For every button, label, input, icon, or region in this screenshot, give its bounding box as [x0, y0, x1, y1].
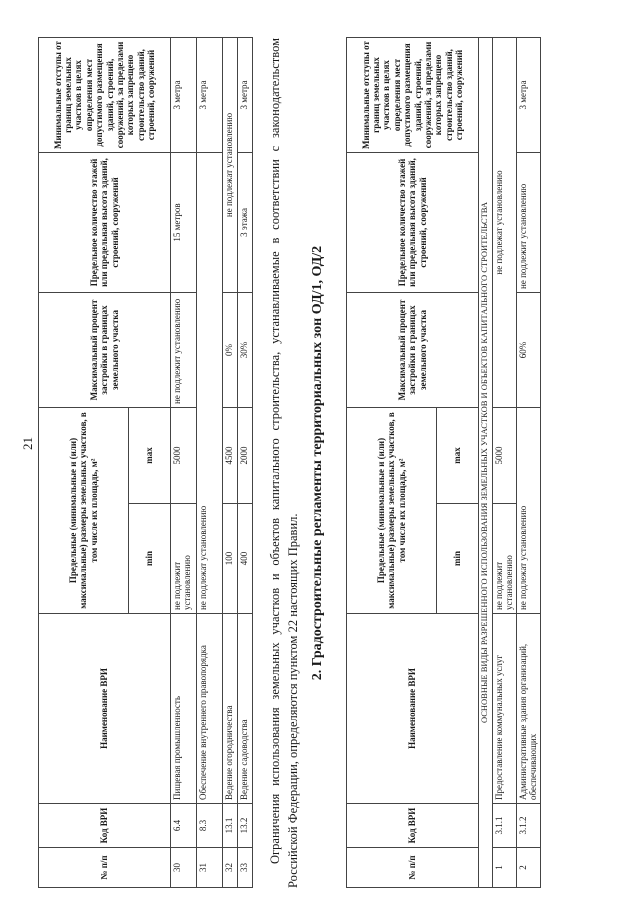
table-row: [197, 37, 223, 887]
cell-merged: не подлежат установлению: [493, 37, 517, 407]
cell-code: 13.1: [223, 804, 238, 848]
cell-floors: не подлежит установлению: [516, 152, 540, 292]
header-code: Код ВРИ: [347, 804, 479, 848]
header-setback: Минимальные отступы от границ земельных участков в целях определения мест допустимого размещения зданий, строений, сооружений, за пределами которых запрещено строительство зданий, строений, сооружений: [347, 37, 479, 152]
header-setback: Минимальные отступы от границ земельных участков в целях определения мест допустимого размещения зданий, строений, сооружений, за пределами которых запрещено строительство зданий, строений, сооружений: [39, 37, 171, 152]
header-name: Наименование ВРИ: [347, 614, 479, 804]
cell-max: 5000: [493, 407, 517, 503]
cell-min: не подлежит установлению: [171, 504, 197, 614]
cell-name: Пищевая промышленность: [171, 614, 197, 804]
cell-floors: 3 этажа: [238, 152, 253, 292]
cell-num: 33: [238, 848, 253, 888]
table-row: [238, 37, 253, 887]
cell-merged: не подлежат установлению: [197, 152, 223, 613]
cell-num: 31: [197, 848, 223, 888]
cell-setback: 3 метра: [197, 37, 223, 152]
cell-floors: 15 метров: [171, 152, 197, 292]
cell-name: Обеспечение внутреннего правопорядка: [197, 614, 223, 804]
cell-merged: не подлежат установлению: [516, 407, 540, 613]
cell-num: 1: [493, 848, 517, 888]
header-floors: Предельное количество этажей или предельная высота зданий, строений, сооружений: [39, 152, 171, 292]
header-percent: Максимальный процент застройки в границах земельного участка: [347, 292, 479, 407]
table-row: [223, 37, 238, 887]
cell-percent: 0%: [223, 292, 238, 407]
cell-name: Административные здания организаций, обеспечивающих: [516, 614, 540, 804]
header-max: max: [129, 407, 171, 503]
header-max: max: [437, 407, 479, 503]
header-size: Предельные (минимальные и (или) максимальные) размеры земельных участков, в том числе их площадь, м²: [39, 407, 129, 613]
cell-code: 6.4: [171, 804, 197, 848]
header-code: Код ВРИ: [39, 804, 171, 848]
header-num: № п/п: [347, 848, 479, 888]
cell-max: 5000: [171, 407, 197, 503]
restrictions-paragraph: Ограничения использования земельных участков и объектов капитального строительства, устанавливаемые в соответствии с законодательством Российской Федерации, определяются пунктом 22 настоящих Правил.: [268, 38, 300, 888]
cell-min: 100: [223, 504, 238, 614]
cell-setback: 3 метра: [516, 37, 540, 152]
page-number: 21: [20, 437, 35, 450]
header-floors: Предельное количество этажей или предельная высота зданий, строений, сооружений: [347, 152, 479, 292]
cell-merged: не подлежат установлению: [223, 37, 238, 292]
table-zones: [346, 37, 541, 888]
cell-num: 32: [223, 848, 238, 888]
cell-name: Предоставление коммунальных услуг: [493, 614, 517, 804]
cell-code: 3.1.2: [516, 804, 540, 848]
table-row: [516, 37, 540, 887]
header-percent: Максимальный процент застройки в границах земельного участка: [39, 292, 171, 407]
cell-percent: не подлежит установлению: [171, 292, 197, 407]
cell-setback: 3 метра: [238, 37, 253, 152]
table-row: [493, 37, 517, 887]
cell-code: 13.2: [238, 804, 253, 848]
header-min: min: [129, 504, 171, 614]
table-continued: [38, 37, 253, 888]
cell-min: не подлежит установлению: [493, 504, 517, 614]
section-heading: 2. Градостроительные регламенты территориальных зон ОД/1, ОД/2: [310, 245, 325, 681]
cell-setback: 3 метра: [171, 37, 197, 152]
header-name: Наименование ВРИ: [39, 614, 171, 804]
cell-name: Ведение садоводства: [238, 614, 253, 804]
cell-percent: 60%: [516, 292, 540, 407]
cell-name: Ведение огородничества: [223, 614, 238, 804]
header-size: Предельные (минимальные и (или) максимальные) размеры земельных участков, в том числе их площадь, м²: [347, 407, 437, 613]
cell-min: 400: [238, 504, 253, 614]
cell-max: 4500: [223, 407, 238, 503]
cell-code: 3.1.1: [493, 804, 517, 848]
section-row: ОСНОВНЫЕ ВИДЫ РАЗРЕШЕННОГО ИСПОЛЬЗОВАНИЯ ЗЕМЕЛЬНЫХ УЧАСТКОВ И ОБЪЕКТОВ КАПИТАЛЬНОГО СТРОИТЕЛЬСТВА: [479, 37, 493, 887]
table-row: [171, 37, 197, 887]
cell-num: 30: [171, 848, 197, 888]
cell-max: 2000: [238, 407, 253, 503]
rotated-page-content: [38, 38, 600, 888]
header-num: № п/п: [39, 848, 171, 888]
header-min: min: [437, 504, 479, 614]
cell-percent: 30%: [238, 292, 253, 407]
cell-num: 2: [516, 848, 540, 888]
cell-code: 8.3: [197, 804, 223, 848]
